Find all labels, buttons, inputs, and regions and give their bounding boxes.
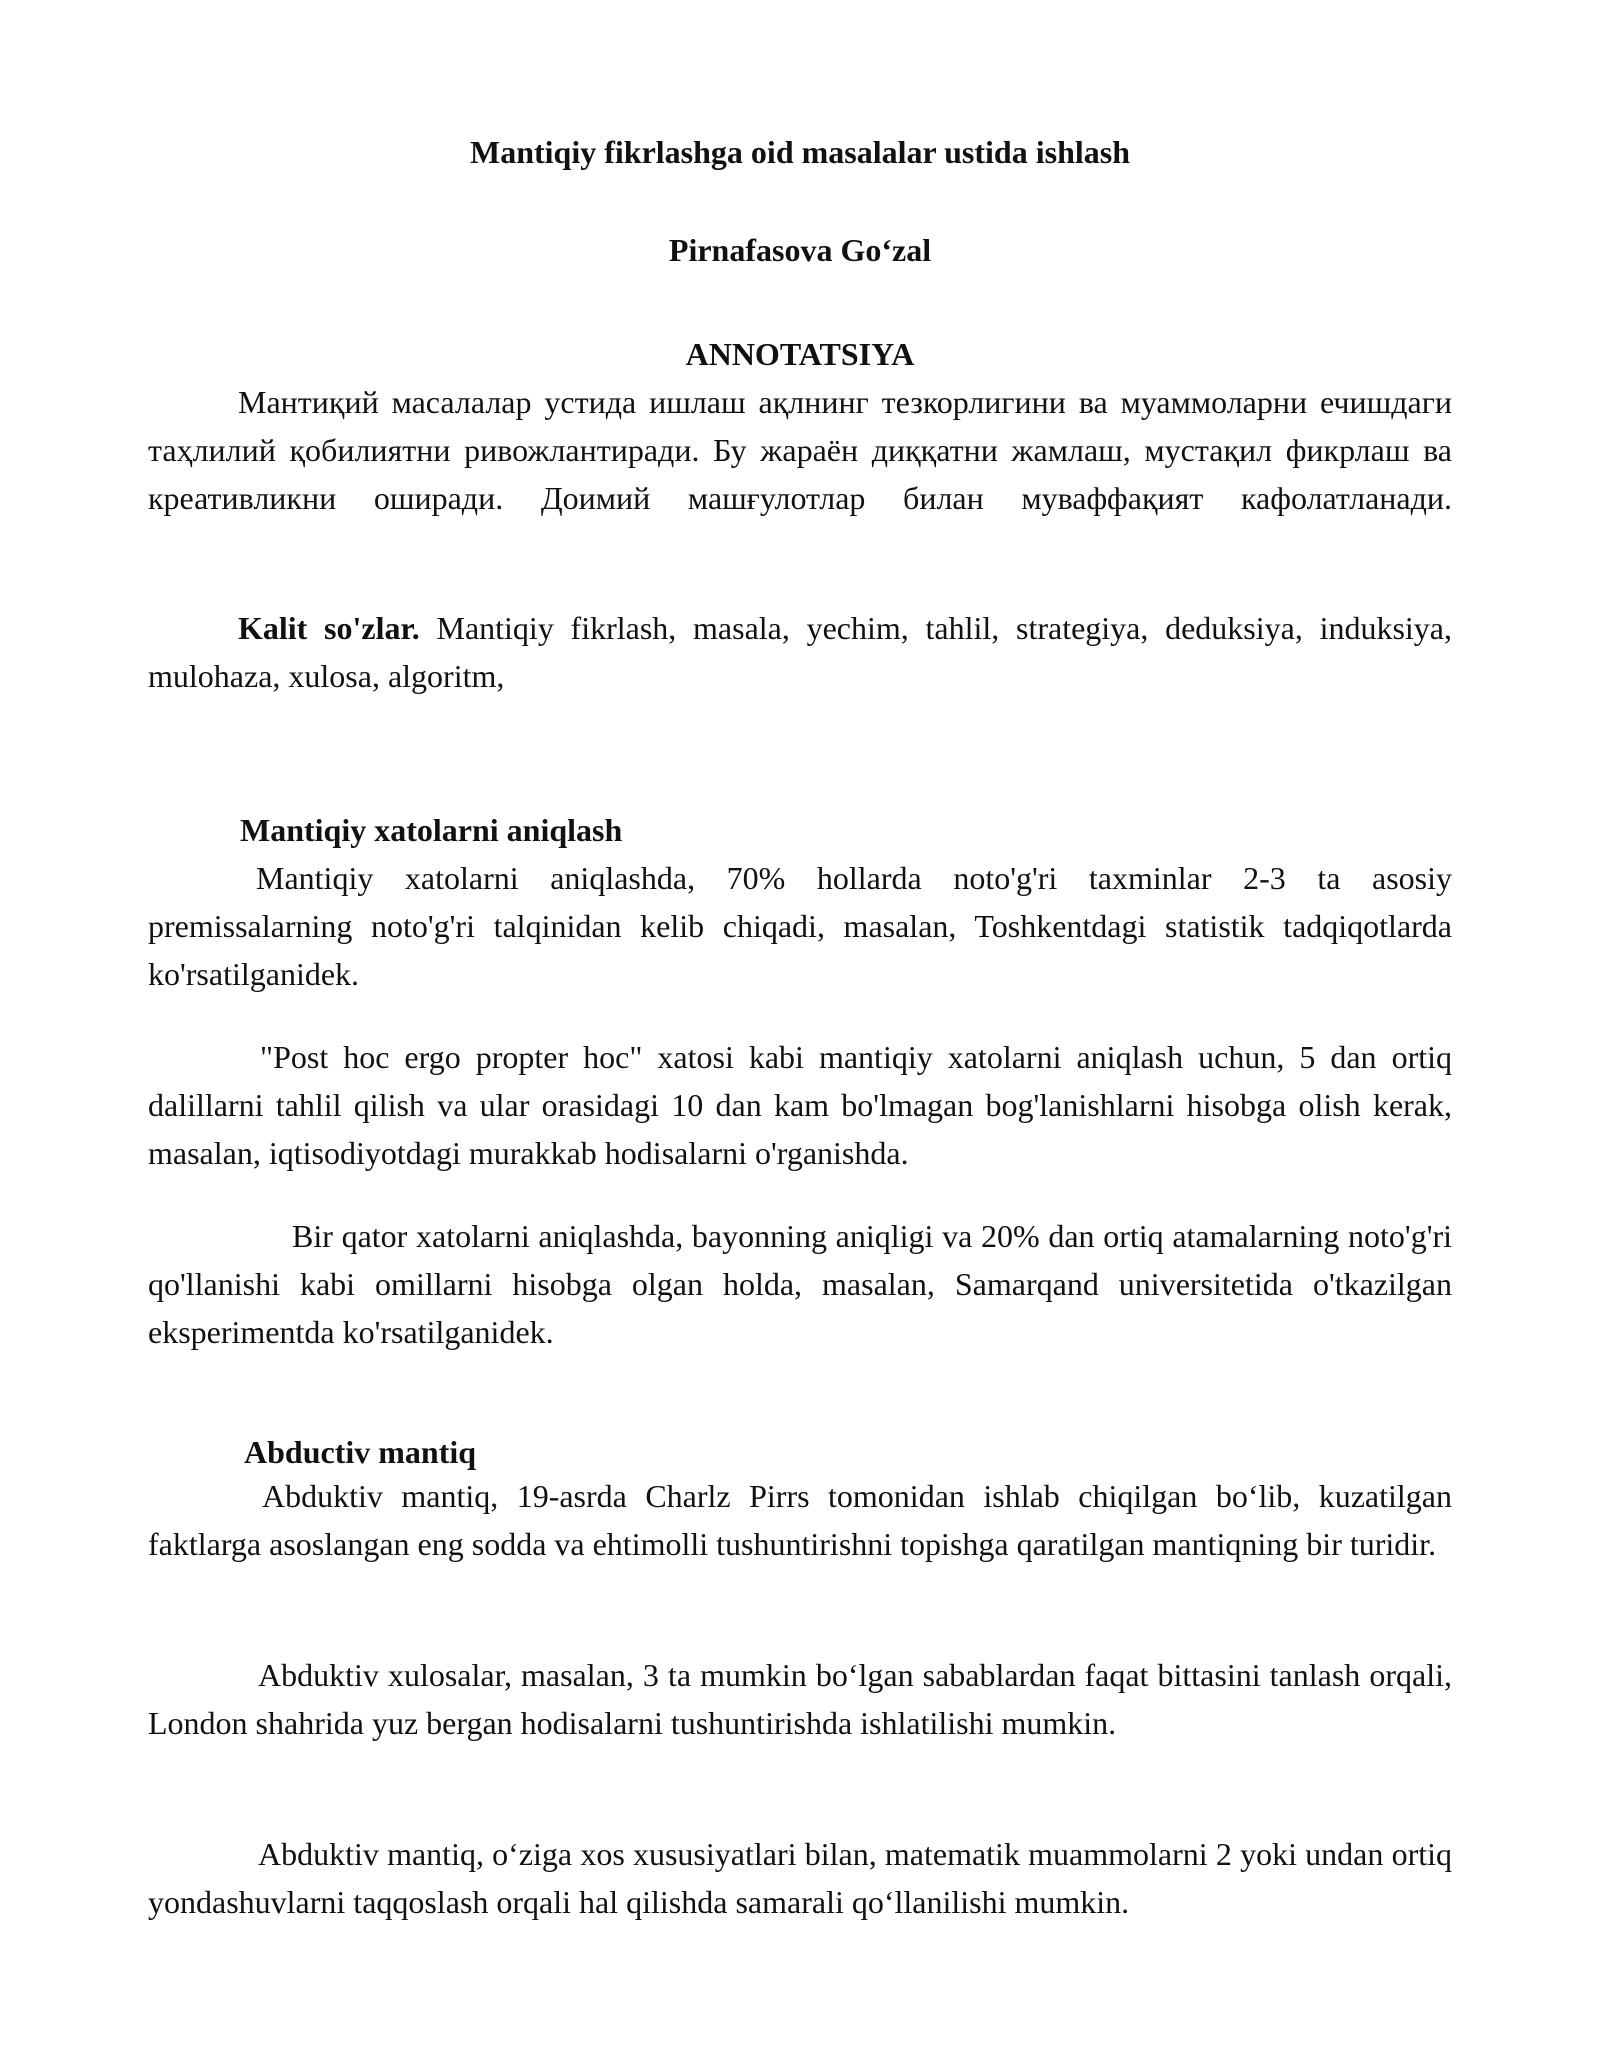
section1-paragraph-3: Bir qator xatolarni aniqlashda, bayonning aniqligi va 20% dan ortiq atamalarning noto'g'ri qo'llanishi kabi omillarni hisobga olgan holda, masalan, Samarqand universitetida o'tkazilgan eksperimentda ko'rsatilganidek. [148, 1218, 1452, 1350]
document-title: Mantiqiy fikrlashga oid masalalar ustida ishlash [470, 134, 1130, 170]
section2-paragraph-2: Abduktiv xulosalar, masalan, 3 ta mumkin bo‘lgan sabablardan faqat bittasini tanlash orqali, London shahrida yuz bergan hodisalarni tushuntirishda ishlatilishi mumkin. [148, 1657, 1452, 1741]
keywords-list: Mantiqiy fikrlash, masala, yechim, tahlil, strategiya, deduksiya, induksiya, mulohaza, xulosa, algoritm, [148, 610, 1453, 694]
section1-paragraph-1: Mantiqiy xatolarni aniqlashda, 70% hollarda noto'g'ri taxminlar 2-3 ta asosiy premissalarning noto'g'ri talqinidan kelib chiqadi, masalan, Toshkentdagi statistik tadqiqotlarda ko'rsatilganidek. [148, 860, 1452, 992]
author-name: Pirnafasova Go‘zal [668, 232, 932, 268]
annotation-heading: ANNOTATSIYA [685, 336, 915, 372]
keywords-paragraph [148, 604, 1452, 700]
section2-paragraph-1: Abduktiv mantiq, 19-asrda Charlz Pirrs tomonidan ishlab chiqilgan bo‘lib, kuzatilgan faktlarga asoslangan eng sodda va ehtimolli tushuntirishni topishga qaratilgan mantiqning bir turidir. [148, 1478, 1452, 1562]
keywords-label: Kalit so'zlar. [238, 610, 420, 646]
section-heading-abductive-logic: Abductiv mantiq [244, 1434, 477, 1470]
section2-paragraph-3: Abduktiv mantiq, o‘ziga xos xususiyatlari bilan, matematik muammolarni 2 yoki undan ortiq yondashuvlarni taqqoslash orqali hal qilishda samarali qo‘llanilishi mumkin. [148, 1836, 1452, 1920]
section1-paragraph-2: "Post hoc ergo propter hoc" xatosi kabi mantiqiy xatolarni aniqlash uchun, 5 dan ortiq dalillarni tahlil qilish va ular orasidagi 10 dan kam bo'lmagan bog'lanishlarni hisobga olish kerak, masalan, iqtisodiyotdagi murakkab hodisalarni o'rganishda. [148, 1039, 1452, 1171]
annotation-text: Мантиқий масалалар устида ишлаш ақлнинг тезкорлигини ва муаммоларни ечишдаги таҳлилий қобилиятни ривожлантиради. Бу жараён диққатни жамлаш, мустақил фикрлаш ва креативликни оширади. Доимий машғулотлар билан муваффақият кафолатланади. [148, 384, 1452, 516]
section-heading-logical-errors: Mantiqiy xatolarni aniqlash [240, 812, 623, 848]
